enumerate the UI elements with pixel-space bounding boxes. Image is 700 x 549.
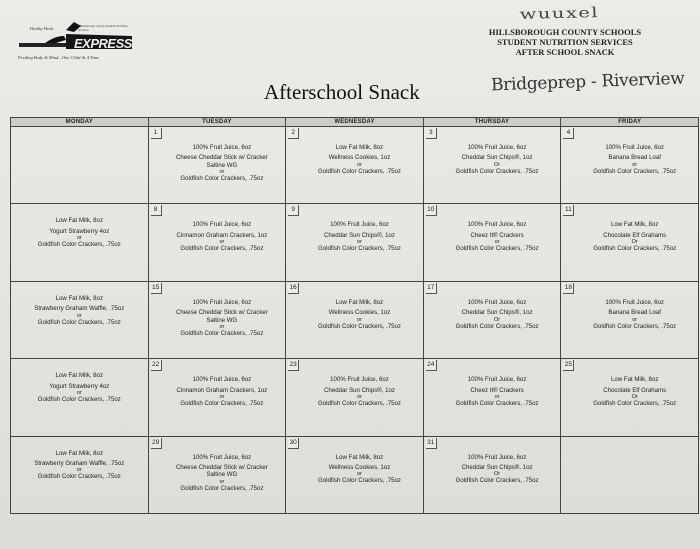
or-separator: or: [494, 393, 500, 400]
snack-items: [424, 437, 561, 490]
day-cell: [286, 436, 424, 513]
snack-item: Cinnamon Graham Crackers, 1oz: [176, 231, 268, 239]
week-row: [11, 127, 699, 204]
snack-item: Goldfish Color Crackers, .75oz: [180, 175, 264, 183]
day-cell: [561, 436, 699, 513]
day-cell: [286, 359, 424, 436]
weekday-header: FRIDAY: [561, 118, 699, 127]
snack-item: Chocolate Elf Grahams: [603, 386, 667, 394]
or-separator: Or: [631, 393, 638, 400]
weekday-header: WEDNESDAY: [286, 118, 424, 127]
snack-item: 100% Fruit Juice, 6oz: [192, 453, 252, 461]
snack-item: Goldfish Color Crackers, .75oz: [593, 322, 677, 330]
snack-items: [11, 437, 148, 486]
snack-items: [561, 282, 698, 335]
org-line-3: AFTER SCHOOL SNACK: [515, 47, 615, 57]
day-cell: [423, 359, 561, 436]
snack-item: Cheddar Sun Chips®, 1oz: [461, 463, 533, 471]
snack-item: Goldfish Color Crackers, .75oz: [593, 399, 677, 407]
snack-item: Yogurt Strawberry 4oz: [49, 382, 110, 390]
snack-items: [149, 437, 286, 498]
snack-items: [561, 127, 698, 180]
snack-item: Low Fat Milk, 8oz: [335, 144, 384, 151]
snack-item: 100% Fruit Juice, 6oz: [467, 298, 527, 306]
snack-item: Goldfish Color Crackers, .75oz: [180, 484, 264, 492]
snack-item: Cheese Cheddar Stick w/ Cracker: [176, 463, 268, 471]
day-number: 23: [288, 360, 299, 371]
snack-item: 100% Fruit Juice, 6oz: [330, 376, 389, 384]
day-cell: [11, 281, 149, 358]
snack-item: Wellness Cookies, 1oz: [328, 154, 391, 162]
snack-item: Cheddar Sun Chips®, 1oz: [324, 231, 395, 239]
snack-items: [561, 204, 698, 257]
snack-item: 100% Fruit Juice, 6oz: [605, 298, 664, 306]
day-number: 9: [288, 205, 299, 216]
snack-item: Low Fat Milk, 8oz: [610, 376, 659, 384]
snack-item: Low Fat Milk, 8oz: [55, 217, 103, 225]
snack-item: Yogurt Strawberry 4oz: [49, 227, 110, 235]
organization-header: [480, 27, 650, 57]
or-separator: Or: [494, 316, 501, 323]
day-cell: [148, 281, 286, 358]
logo-tagline: Feeding Body & Mind...One Child At A Time: [18, 55, 99, 60]
day-cell: [148, 359, 286, 436]
snack-item: Cheese Cheddar Stick w/ Cracker: [176, 309, 268, 317]
logo-small-right: Hillsborough County Student Nutrition Services: [78, 24, 128, 32]
day-cell: [423, 127, 561, 204]
snack-item: Low Fat Milk, 8oz: [55, 449, 103, 457]
snack-item: Saltine WG: [206, 316, 238, 324]
day-cell: [561, 359, 699, 436]
week-row: [11, 204, 699, 281]
or-separator: or: [76, 467, 82, 474]
snack-item: Goldfish Color Crackers, .75oz: [37, 395, 121, 403]
snack-item: Cheese Cheddar Stick w/ Cracker: [176, 154, 268, 162]
snack-items: [424, 204, 561, 257]
or-separator: or: [357, 393, 362, 400]
snack-item: 100% Fruit Juice, 6oz: [467, 453, 527, 461]
snack-item: Low Fat Milk, 8oz: [335, 298, 384, 306]
org-line-1: HILLSBOROUGH COUNTY SCHOOLS: [488, 27, 642, 37]
day-number: 8: [151, 205, 162, 216]
snack-items: [424, 127, 561, 180]
weekday-header-row: [11, 118, 699, 127]
or-separator: or: [357, 471, 362, 478]
or-separator: or: [357, 316, 362, 323]
snack-item: 100% Fruit Juice, 6oz: [192, 221, 252, 229]
snack-item: Goldfish Color Crackers, .75oz: [317, 477, 401, 485]
snack-items: [149, 359, 286, 412]
day-cell: [561, 127, 699, 204]
logo-word: EXPRESS: [74, 36, 132, 51]
snack-item: Banana Bread Loaf: [608, 309, 661, 317]
or-separator: or: [76, 389, 82, 396]
day-cell: [148, 204, 286, 281]
or-separator: or: [219, 239, 225, 246]
day-cell: [423, 281, 561, 358]
weekday-header: TUESDAY: [148, 118, 286, 127]
calendar-body: [11, 127, 699, 514]
or-separator: or: [219, 393, 225, 400]
snack-item: Banana Bread Loaf: [608, 154, 661, 162]
org-line-2: STUDENT NUTRITION SERVICES: [497, 37, 633, 47]
snack-item: 100% Fruit Juice, 6oz: [467, 221, 527, 229]
day-cell: [423, 204, 561, 281]
snack-items: [11, 282, 148, 331]
snack-item: Goldfish Color Crackers, .75oz: [455, 322, 539, 330]
or-separator: or: [494, 239, 500, 246]
day-number: 29: [151, 438, 162, 449]
snack-items: [11, 359, 148, 408]
or-separator: or: [219, 478, 225, 485]
or-separator: or: [357, 161, 362, 168]
day-cell: [286, 127, 424, 204]
day-number: 17: [426, 283, 437, 294]
day-cell: [148, 127, 286, 204]
snack-item: 100% Fruit Juice, 6oz: [467, 376, 527, 384]
snack-items: [286, 437, 423, 490]
or-separator: or: [219, 324, 225, 330]
day-number: 10: [426, 205, 437, 216]
snack-item: 100% Fruit Juice, 6oz: [605, 144, 664, 151]
or-separator: or: [632, 316, 638, 323]
logo-small-top: Healthy Meals: [30, 26, 54, 31]
snack-item: Low Fat Milk, 8oz: [55, 294, 103, 302]
day-cell: [11, 127, 149, 204]
snack-items: [286, 282, 423, 335]
healthy-meals-express-logo: [14, 16, 134, 64]
snack-item: Cheez It® Crackers: [470, 386, 524, 394]
snack-item: Strawberry Graham Waffle, .75oz: [34, 305, 125, 313]
snack-item: Goldfish Color Crackers, .75oz: [455, 167, 539, 175]
day-number: 11: [563, 205, 574, 216]
day-cell: [423, 436, 561, 513]
snack-item: Goldfish Color Crackers, .75oz: [593, 167, 677, 175]
snack-items: [286, 359, 423, 412]
week-row: [11, 281, 699, 358]
snack-item: 100% Fruit Juice, 6oz: [192, 298, 252, 306]
day-cell: [286, 204, 424, 281]
or-separator: or: [76, 312, 82, 319]
snack-item: Goldfish Color Crackers, .75oz: [37, 241, 121, 249]
snack-item: Goldfish Color Crackers, .75oz: [317, 167, 401, 175]
day-cell: [11, 359, 149, 436]
handwritten-site-name: Bridgeprep - Riverview: [490, 68, 685, 96]
snack-items: [149, 127, 286, 188]
snack-items: [561, 359, 698, 412]
snack-items: [11, 204, 148, 253]
snack-items: [424, 359, 561, 412]
snack-item: 100% Fruit Juice, 6oz: [192, 144, 252, 151]
snack-item: Chocolate Elf Grahams: [603, 231, 667, 239]
snack-item: Saltine WG: [206, 471, 238, 479]
snack-items: [286, 204, 423, 257]
day-cell: [561, 281, 699, 358]
weekday-header: THURSDAY: [423, 118, 561, 127]
day-cell: [286, 281, 424, 358]
day-number: 3: [426, 128, 437, 139]
snack-items: [286, 127, 423, 180]
snack-item: Goldfish Color Crackers, .75oz: [317, 399, 401, 407]
snack-item: Cheez It® Crackers: [470, 231, 524, 239]
snack-item: Low Fat Milk, 8oz: [55, 372, 103, 380]
snack-calendar: [10, 117, 699, 514]
day-cell: [561, 204, 699, 281]
day-number: 16: [288, 283, 299, 294]
or-separator: Or: [631, 239, 638, 246]
snack-item: 100% Fruit Juice, 6oz: [192, 376, 252, 384]
snack-item: Wellness Cookies, 1oz: [328, 463, 391, 471]
day-number: 31: [426, 438, 437, 449]
or-separator: or: [357, 239, 362, 246]
day-cell: [11, 436, 149, 513]
snack-item: Goldfish Color Crackers, .75oz: [317, 245, 401, 253]
snack-item: Goldfish Color Crackers, .75oz: [180, 245, 264, 253]
or-separator: Or: [494, 161, 501, 168]
snack-item: Goldfish Color Crackers, .75oz: [455, 399, 539, 407]
day-number: 18: [563, 283, 574, 294]
snack-item: Saltine WG: [206, 161, 238, 169]
snack-item: Goldfish Color Crackers, .75oz: [455, 477, 539, 485]
day-number: 2: [288, 128, 299, 139]
snack-item: Cheddar Sun Chips®, 1oz: [461, 309, 533, 317]
day-cell: [11, 204, 149, 281]
day-number: 15: [151, 283, 162, 294]
snack-item: Cheddar Sun Chips®, 1oz: [461, 154, 533, 162]
or-separator: or: [632, 161, 638, 168]
snack-item: Goldfish Color Crackers, .75oz: [455, 245, 539, 253]
snack-items: [149, 282, 286, 343]
snack-item: Goldfish Color Crackers, .75oz: [37, 473, 121, 481]
snack-item: Low Fat Milk, 8oz: [610, 221, 659, 229]
snack-item: 100% Fruit Juice, 6oz: [330, 221, 389, 229]
snack-item: Cheddar Sun Chips®, 1oz: [324, 386, 395, 394]
day-number: 25: [563, 360, 574, 371]
snack-item: Wellness Cookies, 1oz: [328, 309, 391, 317]
day-cell: [148, 436, 286, 513]
snack-item: Strawberry Graham Waffle, .75oz: [34, 459, 125, 467]
snack-item: Goldfish Color Crackers, .75oz: [180, 330, 264, 337]
snack-items: [424, 282, 561, 335]
day-number: 30: [288, 438, 299, 449]
or-separator: Or: [494, 471, 501, 478]
day-number: 4: [563, 128, 574, 139]
snack-item: Goldfish Color Crackers, .75oz: [593, 245, 677, 253]
snack-item: Goldfish Color Crackers, .75oz: [180, 399, 264, 407]
day-number: 22: [151, 360, 162, 371]
week-row: [11, 436, 699, 513]
snack-item: Goldfish Color Crackers, .75oz: [317, 322, 401, 330]
or-separator: or: [76, 235, 82, 242]
snack-item: Low Fat Milk, 8oz: [335, 453, 384, 461]
snack-item: 100% Fruit Juice, 6oz: [467, 144, 527, 151]
page-title: Afterschool Snack: [264, 80, 420, 104]
snack-items: [149, 204, 286, 257]
weekday-header: MONDAY: [11, 118, 149, 127]
snack-item: Goldfish Color Crackers, .75oz: [37, 318, 121, 326]
day-number: 24: [426, 360, 437, 371]
week-row: [11, 359, 699, 436]
or-separator: or: [219, 169, 225, 176]
handwritten-signature: wuuxel: [519, 5, 600, 23]
day-number: 1: [151, 128, 162, 139]
snack-item: Cinnamon Graham Crackers, 1oz: [176, 386, 268, 394]
